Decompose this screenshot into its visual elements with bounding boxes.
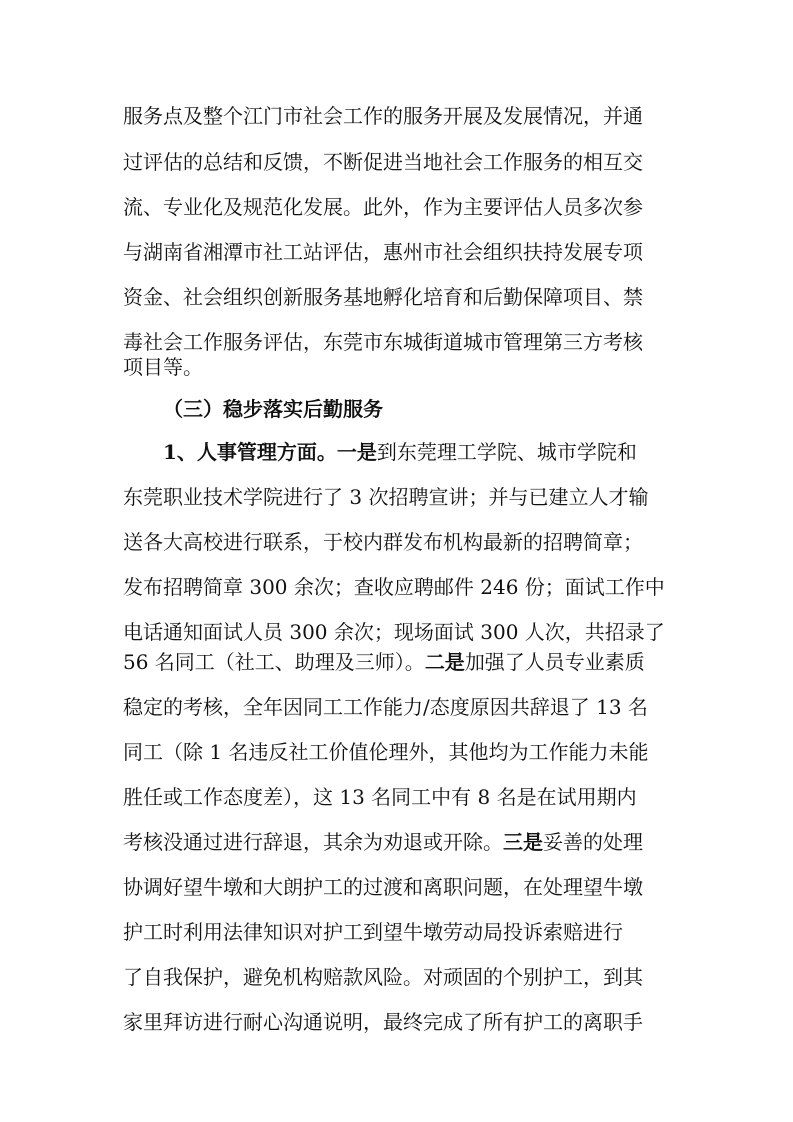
paragraph-lead-line	[163, 437, 675, 467]
lead-rest-text: 到东莞理工学院、城市学院和	[376, 440, 637, 464]
lead-bold-text: 1、人事管理方面。一是	[163, 440, 377, 464]
body-text-line	[123, 827, 675, 857]
body-text-line: 服务点及整个江门市社会工作的服务开展及发展情况，并通	[123, 104, 643, 128]
body-text-line	[123, 647, 675, 677]
body-text-line: 协调好望牛墩和大朗护工的过渡和离职问题，在处理望牛墩	[123, 875, 643, 899]
line-segment: 56 名同工（社工、助理及三师）。	[123, 650, 425, 674]
body-text-line: 电话通知面试人员 300 余次；现场面试 300 人次，共招录了	[123, 620, 665, 644]
body-text-line: 东莞职业技术学院进行了 3 次招聘宣讲；并与已建立人才输	[123, 485, 649, 509]
emphasis-text: 三是	[503, 830, 543, 854]
body-text-line: 资金、社会组织创新服务基地孵化培育和后勤保障项目、禁	[123, 285, 643, 309]
line-segment: 加强了人员专业素质	[464, 650, 645, 674]
line-segment: 妥善的处理	[543, 830, 643, 854]
body-text-line: 发布招聘简章 300 余次；查收应聘邮件 246 份；面试工作中	[123, 575, 665, 599]
body-text-line: 同工（除 1 名违反社工价值伦理外，其他均为工作能力未能	[123, 740, 649, 764]
body-text-line: 项目等。	[123, 355, 203, 379]
emphasis-text: 二是	[424, 650, 465, 674]
line-segment: 考核没通过进行辞退，其余为劝退或开除。	[123, 830, 503, 854]
section-heading: （三）稳步落实后勤服务	[163, 397, 383, 421]
body-text-line: 护工时利用法律知识对护工到望牛墩劳动局投诉索赔进行	[123, 920, 623, 944]
body-text-line: 流、专业化及规范化发展。此外，作为主要评估人员多次参	[123, 195, 643, 219]
body-text-line: 毒社会工作服务评估，东莞市东城街道城市管理第三方考核	[123, 330, 643, 354]
body-text-line: 家里拜访进行耐心沟通说明，最终完成了所有护工的离职手	[123, 1010, 643, 1034]
body-text-line: 胜任或工作态度差），这 13 名同工中有 8 名是在试用期内	[123, 785, 637, 809]
body-text-line: 了自我保护，避免机构赔款风险。对顽固的个别护工，到其	[123, 965, 643, 989]
body-text-line: 过评估的总结和反馈，不断促进当地社会工作服务的相互交	[123, 150, 643, 174]
body-text-line: 送各大高校进行联系，于校内群发布机构最新的招聘简章；	[123, 530, 643, 554]
body-text-line: 与湖南省湘潭市社工站评估，惠州市社会组织扶持发展专项	[123, 240, 643, 264]
body-text-line: 稳定的考核，全年因同工工作能力/态度原因共辞退了 13 名	[123, 695, 648, 719]
